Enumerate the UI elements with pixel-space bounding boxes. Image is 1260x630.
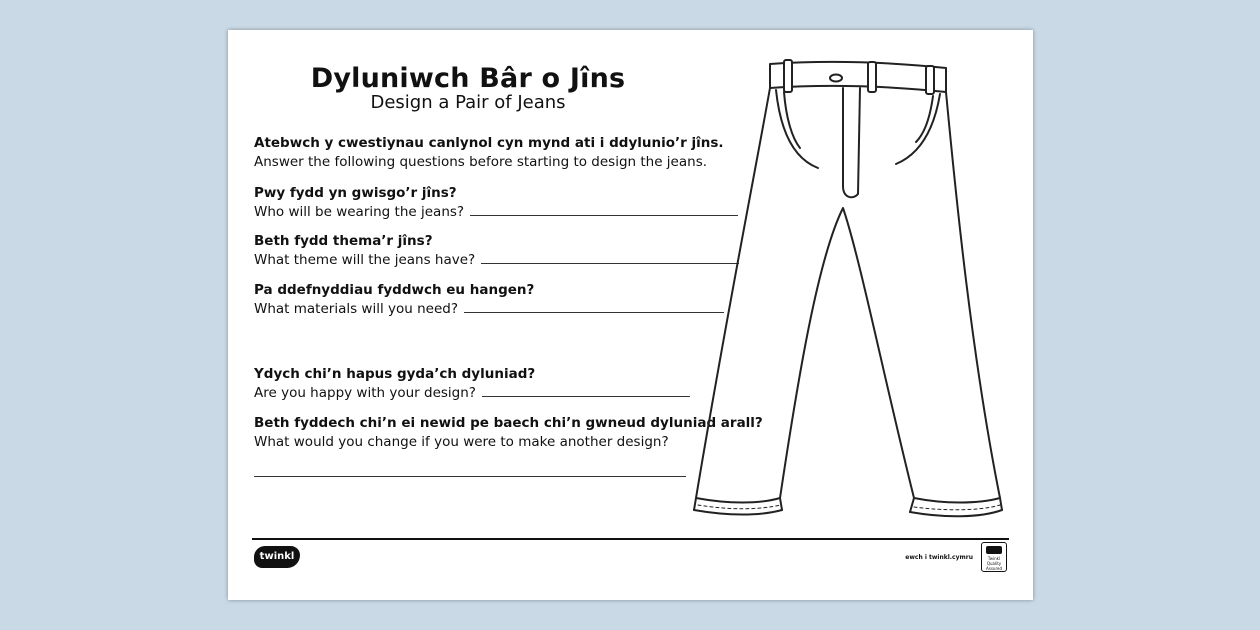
footer-website: ewch i twinkl.cymru — [905, 554, 973, 561]
question-4 — [254, 365, 690, 403]
question-4-english: Are you happy with your design? — [254, 384, 690, 403]
question-3-english: What materials will you need? — [254, 300, 724, 319]
question-2 — [254, 232, 739, 270]
question-5-welsh: Beth fyddech chi’n ei newid pe baech chi’n gwneud dyluniad arall? — [254, 415, 763, 431]
question-2-welsh: Beth fydd thema’r jîns? — [254, 233, 433, 249]
question-1-english: Who will be wearing the jeans? — [254, 203, 738, 222]
answer-line-3[interactable] — [464, 311, 724, 313]
twinkl-logo: twinkl — [254, 546, 300, 568]
footer-divider — [252, 538, 1009, 540]
intro-welsh: Atebwch y cwestiynau canlynol cyn mynd ati i ddylunio’r jîns. — [254, 135, 724, 151]
question-4-welsh: Ydych chi’n hapus gyda’ch dyluniad? — [254, 366, 536, 382]
quality-badge-text: Twinkl Quality Assured — [986, 556, 1002, 571]
answer-line-5[interactable] — [254, 476, 686, 477]
intro-instructions — [254, 134, 724, 172]
answer-line-4[interactable] — [482, 395, 690, 397]
quality-badge-icon — [981, 542, 1007, 572]
question-1-welsh: Pwy fydd yn gwisgo’r jîns? — [254, 185, 457, 201]
question-5-english: What would you change if you were to make another design? — [254, 434, 669, 450]
jeans-outline-illustration — [688, 58, 1013, 523]
worksheet-title: Dyluniwch Bâr o Jîns — [310, 63, 626, 94]
intro-english: Answer the following questions before starting to design the jeans. — [254, 154, 708, 170]
question-3 — [254, 281, 724, 319]
question-1 — [254, 184, 738, 222]
question-3-welsh: Pa ddefnyddiau fyddwch eu hangen? — [254, 282, 535, 298]
quality-badge-mark — [986, 546, 1002, 554]
worksheet-page — [228, 30, 1033, 600]
worksheet-subtitle: Design a Pair of Jeans — [370, 92, 566, 113]
question-5 — [254, 414, 763, 452]
question-2-english: What theme will the jeans have? — [254, 251, 739, 270]
